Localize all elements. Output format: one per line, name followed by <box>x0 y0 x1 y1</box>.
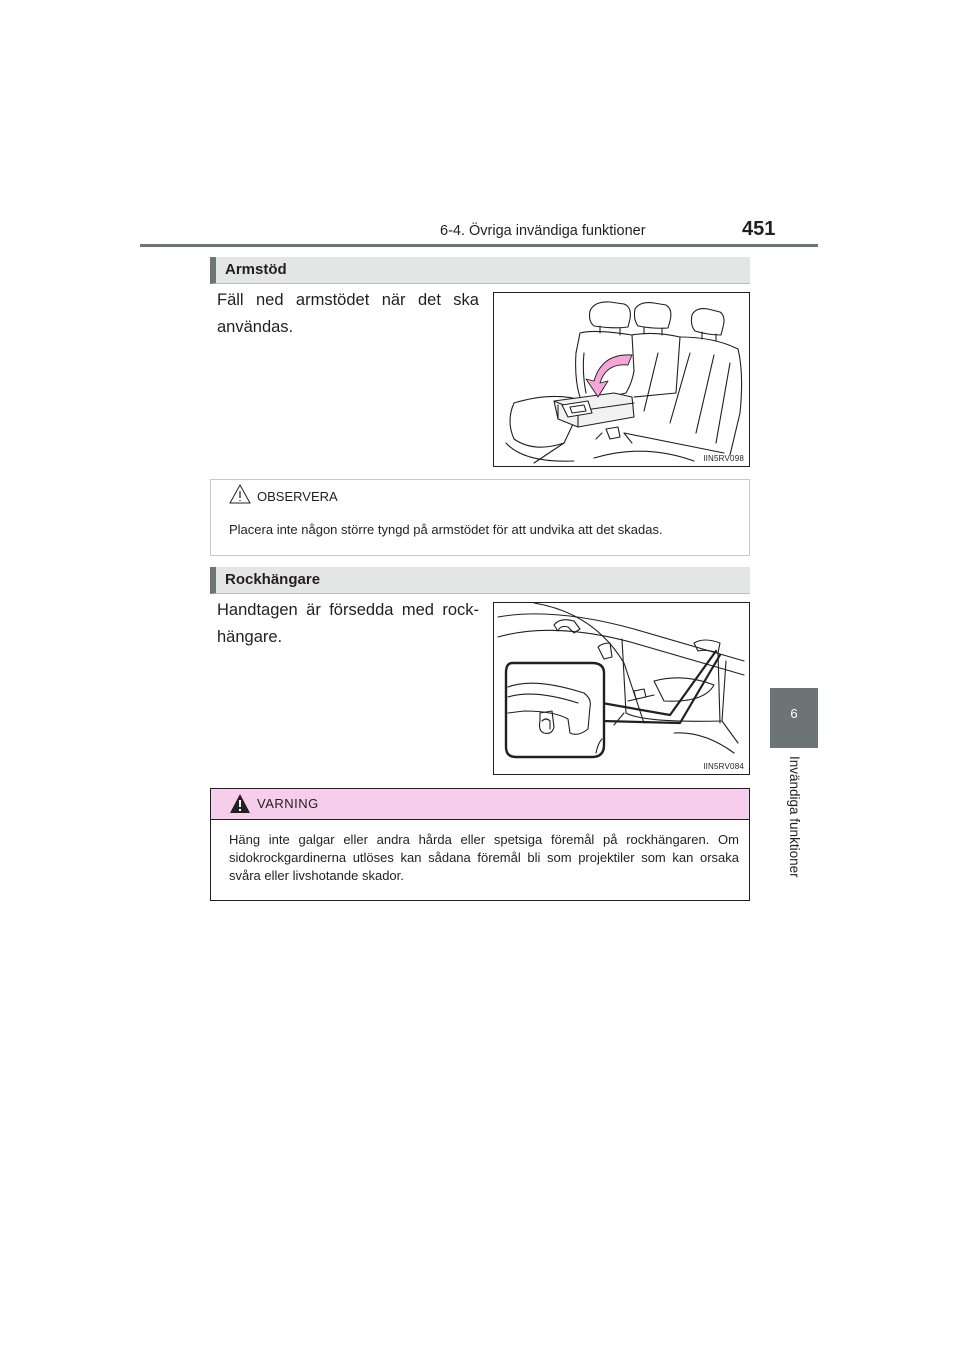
warning-text: Häng inte galgar eller andra hårda eller spetsiga föremål på rockhängaren. Om sidokrockgardinerna utlöses kan sådana föremål bli som projektiler som kan orsaka svåra eller livshotande skador. <box>229 832 739 883</box>
warning-box <box>210 788 750 901</box>
chapter-section-title: 6-4. Övriga invändiga funktioner <box>440 223 646 239</box>
figure-code: IIN5RV098 <box>703 454 744 463</box>
section-heading-armrest <box>210 257 750 284</box>
fold-down-arrow <box>586 355 632 397</box>
notice-box <box>210 479 750 556</box>
armrest-instruction: Fäll ned armstödet när det ska användas. <box>217 291 479 336</box>
warning-label: VARNING <box>257 796 319 811</box>
notice-label: OBSERVERA <box>257 489 338 504</box>
warning-header <box>211 789 749 820</box>
armrest-illustration <box>493 292 750 467</box>
caution-icon <box>228 483 252 505</box>
chapter-tab-number: 6 <box>790 706 798 721</box>
section-heading-coat-hooks <box>210 567 750 594</box>
header-rule <box>140 244 818 247</box>
page-number: 451 <box>742 218 776 240</box>
chapter-tab-label: Invändiga funktioner <box>787 756 802 878</box>
figure-code: IIN5RV084 <box>703 762 744 771</box>
coat-hook-description: Handtagen är försedda med rock-hängare. <box>217 601 479 646</box>
coat-hook-drawing <box>494 603 749 774</box>
section-heading-text: Armstöd <box>225 261 287 278</box>
warning-icon <box>228 792 252 815</box>
rear-seat-armrest-drawing <box>494 293 749 466</box>
coat-hook-illustration <box>493 602 750 775</box>
notice-text: Placera inte någon större tyngd på armstödet för att undvika att det skadas. <box>229 522 663 537</box>
section-heading-text: Rockhängare <box>225 571 321 588</box>
